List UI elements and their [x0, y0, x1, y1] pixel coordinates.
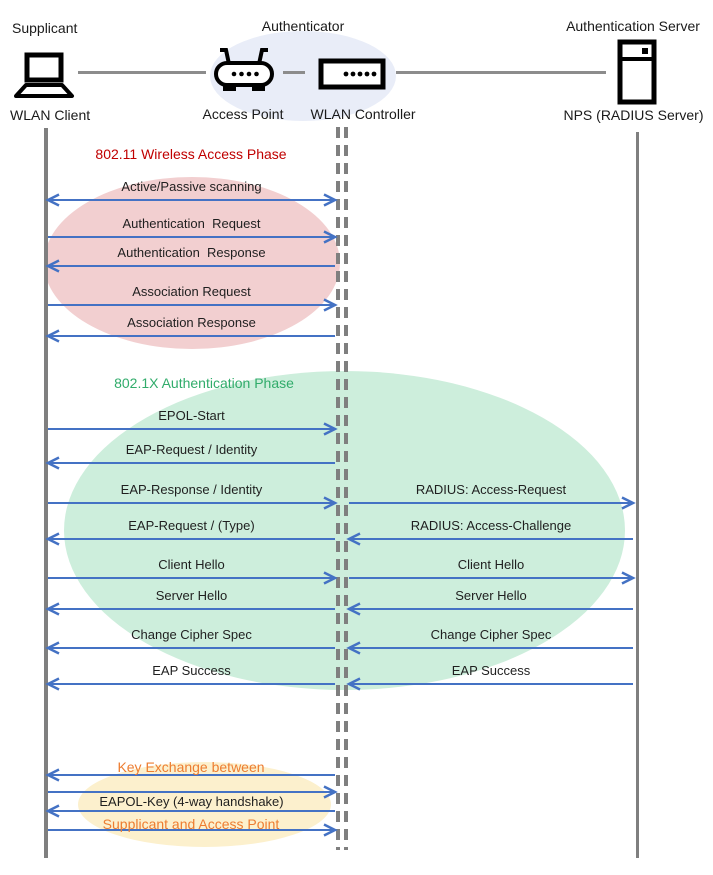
nps-radius-server-label: NPS (RADIUS Server)	[563, 107, 704, 123]
message-label: Server Hello	[155, 588, 228, 603]
message-label: Server Hello	[455, 588, 527, 603]
phase-title-key-exchange-line1: Key Exchange between	[117, 759, 265, 775]
access-point-label: Access Point	[202, 106, 284, 122]
wlan-client-label: WLAN Client	[10, 107, 91, 123]
message-arrow	[349, 573, 633, 584]
message-arrow	[48, 643, 335, 654]
phase-title-80211-wireless-access: 802.11 Wireless Access Phase	[95, 146, 287, 162]
message-arrow	[349, 534, 633, 545]
message-arrow	[48, 261, 335, 272]
message-arrow	[349, 643, 633, 654]
phase-title-8021x-authentication: 802.1X Authentication Phase	[114, 375, 294, 391]
message-label: Authentication Response	[117, 245, 266, 260]
access-point-icon	[212, 44, 276, 100]
message-label: EAP Success	[152, 663, 231, 678]
message-label: RADIUS: Access-Challenge	[410, 518, 572, 533]
message-label: EAP-Response / Identity	[120, 482, 263, 497]
laptop-icon	[10, 52, 78, 102]
message-arrow	[48, 458, 335, 469]
message-arrow	[48, 331, 335, 342]
server-icon	[617, 39, 657, 105]
message-label: Change Cipher Spec	[430, 627, 552, 642]
message-arrow	[349, 604, 633, 615]
message-arrow	[48, 498, 335, 509]
wlan-controller-label: WLAN Controller	[310, 106, 416, 122]
message-label: Authentication Request	[122, 216, 261, 231]
message-arrow	[48, 604, 335, 615]
phase-title-key-exchange-line2: Supplicant and Access Point	[102, 816, 280, 832]
message-arrow	[48, 424, 335, 435]
message-label: EAP-Request / (Type)	[128, 518, 255, 533]
message-label: Association Request	[132, 284, 251, 299]
message-label: Association Response	[127, 315, 256, 330]
message-arrow	[349, 679, 633, 690]
message-arrow	[48, 679, 335, 690]
wlan-controller-icon	[318, 58, 386, 90]
message-label: RADIUS: Access-Request	[415, 482, 567, 497]
message-label: EAP Success	[451, 663, 531, 678]
message-label: Change Cipher Spec	[131, 627, 252, 642]
authenticator-role-label: Authenticator	[261, 18, 345, 34]
message-arrow	[48, 300, 335, 311]
message-label: Client Hello	[457, 557, 525, 572]
message-arrow	[48, 195, 335, 206]
message-label: EAPOL-Key (4-way handshake)	[99, 794, 284, 809]
message-label: Client Hello	[158, 557, 225, 572]
message-arrow	[48, 232, 335, 243]
message-label: Active/Passive scanning	[121, 179, 262, 194]
message-arrow	[349, 498, 633, 509]
supplicant-role-label: Supplicant	[12, 20, 78, 36]
message-label: EAP-Request / Identity	[125, 442, 258, 457]
message-label: EPOL-Start	[158, 408, 225, 423]
auth-server-role-label: Authentication Server	[566, 18, 700, 34]
message-arrow	[48, 573, 335, 584]
message-arrow	[48, 534, 335, 545]
